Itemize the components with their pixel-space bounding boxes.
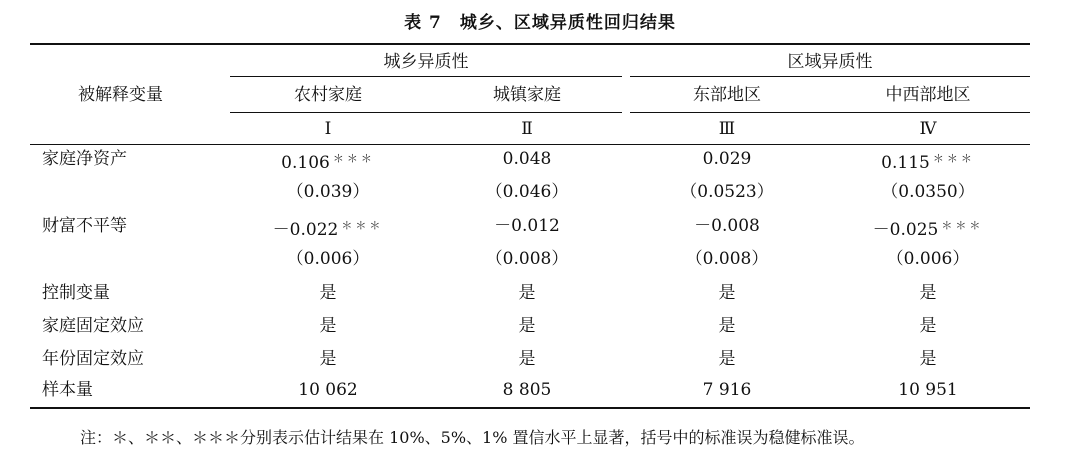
table-cell bbox=[833, 282, 1023, 304]
cell-value: －0.008 bbox=[694, 216, 760, 236]
table-cell bbox=[432, 282, 622, 304]
row-label: 样本量 bbox=[42, 380, 93, 400]
table-cell bbox=[233, 315, 423, 337]
model-number: Ⅰ bbox=[324, 119, 332, 139]
cell-value: 是 bbox=[718, 283, 736, 303]
cell-value: 8 805 bbox=[502, 380, 552, 400]
table-cell bbox=[632, 348, 822, 370]
table-cell bbox=[233, 379, 423, 401]
group2-underline bbox=[630, 76, 1030, 77]
cell-value: －0.025 bbox=[872, 220, 939, 240]
cell-value: （0.008） bbox=[485, 249, 569, 269]
table-cell bbox=[432, 248, 622, 270]
cell-value: 10 951 bbox=[898, 380, 958, 400]
table-cell bbox=[432, 181, 622, 203]
group-header-urban-rural: 城乡异质性 bbox=[383, 52, 469, 72]
table-cell bbox=[233, 181, 423, 203]
table-cell bbox=[833, 348, 1023, 370]
column-header: 农村家庭 bbox=[294, 85, 362, 105]
dep-var-header: 被解释变量 bbox=[78, 85, 163, 105]
table-cell bbox=[833, 215, 1023, 241]
table-cell bbox=[833, 148, 1023, 174]
table-cell bbox=[632, 181, 822, 203]
cell-value: 0.029 bbox=[702, 149, 752, 169]
cell-value: （0.046） bbox=[485, 182, 569, 202]
table-cell bbox=[833, 181, 1023, 203]
row-label: 年份固定效应 bbox=[42, 349, 144, 369]
cell-value: （0.039） bbox=[286, 182, 370, 202]
table-title: 表 7 城乡、区域异质性回归结果 bbox=[404, 13, 676, 33]
row-label: 家庭固定效应 bbox=[42, 316, 144, 336]
cell-value: 是 bbox=[319, 316, 337, 336]
significance-stars: ＊＊＊ bbox=[932, 152, 975, 165]
group1-underline bbox=[230, 76, 622, 77]
significance-stars: ＊＊＊ bbox=[341, 219, 384, 232]
table-cell bbox=[432, 215, 622, 237]
cell-value: 0.115 bbox=[881, 153, 930, 173]
significance-stars: ＊＊＊ bbox=[941, 219, 984, 232]
cell-value: 0.048 bbox=[502, 149, 552, 169]
significance-stars: ＊＊＊ bbox=[332, 152, 375, 165]
cell-value: 是 bbox=[718, 349, 736, 369]
cols-underline-1 bbox=[230, 112, 622, 113]
group-header-regional: 区域异质性 bbox=[787, 52, 873, 72]
model-number: Ⅲ bbox=[718, 119, 736, 139]
row-label: 控制变量 bbox=[42, 283, 110, 303]
cell-value: 是 bbox=[919, 349, 937, 369]
cols-underline-2 bbox=[630, 112, 1030, 113]
table-cell bbox=[632, 215, 822, 237]
cell-value: －0.012 bbox=[494, 216, 560, 236]
table-cell bbox=[632, 282, 822, 304]
table-cell bbox=[233, 248, 423, 270]
model-number: Ⅳ bbox=[919, 119, 937, 139]
table-cell bbox=[233, 348, 423, 370]
cell-value: 10 062 bbox=[298, 380, 358, 400]
cell-value: 是 bbox=[919, 316, 937, 336]
column-header: 中西部地区 bbox=[885, 85, 971, 105]
cell-value: （0.0523） bbox=[680, 182, 774, 202]
table-cell bbox=[233, 148, 423, 174]
table-cell bbox=[233, 282, 423, 304]
table-cell bbox=[632, 148, 822, 170]
table-cell bbox=[833, 315, 1023, 337]
model-number: Ⅱ bbox=[521, 119, 533, 139]
table-cell bbox=[432, 315, 622, 337]
table-cell bbox=[233, 215, 423, 241]
cell-value: 是 bbox=[518, 349, 536, 369]
table-cell bbox=[833, 379, 1023, 401]
cell-value: 是 bbox=[518, 316, 536, 336]
cell-value: 是 bbox=[718, 316, 736, 336]
table-cell bbox=[833, 248, 1023, 270]
cell-value: 是 bbox=[919, 283, 937, 303]
table-cell bbox=[432, 148, 622, 170]
cell-value: 7 916 bbox=[702, 380, 752, 400]
cell-value: －0.022 bbox=[272, 220, 339, 240]
header-rule bbox=[30, 144, 1030, 145]
table-cell bbox=[432, 348, 622, 370]
table-cell bbox=[632, 379, 822, 401]
row-label: 财富不平等 bbox=[42, 216, 127, 236]
cell-value: （0.006） bbox=[286, 249, 370, 269]
table-cell bbox=[432, 379, 622, 401]
table-cell bbox=[632, 315, 822, 337]
cell-value: 是 bbox=[319, 349, 337, 369]
table-note: 注：＊、＊＊、＊＊＊分别表示估计结果在 10%、5%、1% 置信水平上显著，括号中的标准误为稳健标准误。 bbox=[80, 428, 865, 447]
cell-value: （0.0350） bbox=[881, 182, 975, 202]
cell-value: （0.008） bbox=[685, 249, 769, 269]
column-header: 东部地区 bbox=[693, 85, 761, 105]
cell-value: （0.006） bbox=[886, 249, 970, 269]
cell-value: 0.106 bbox=[281, 153, 330, 173]
top-rule bbox=[30, 43, 1030, 45]
cell-value: 是 bbox=[319, 283, 337, 303]
cell-value: 是 bbox=[518, 283, 536, 303]
table-cell bbox=[632, 248, 822, 270]
column-header: 城镇家庭 bbox=[493, 85, 561, 105]
bottom-rule bbox=[30, 407, 1030, 409]
row-label: 家庭净资产 bbox=[42, 149, 127, 169]
